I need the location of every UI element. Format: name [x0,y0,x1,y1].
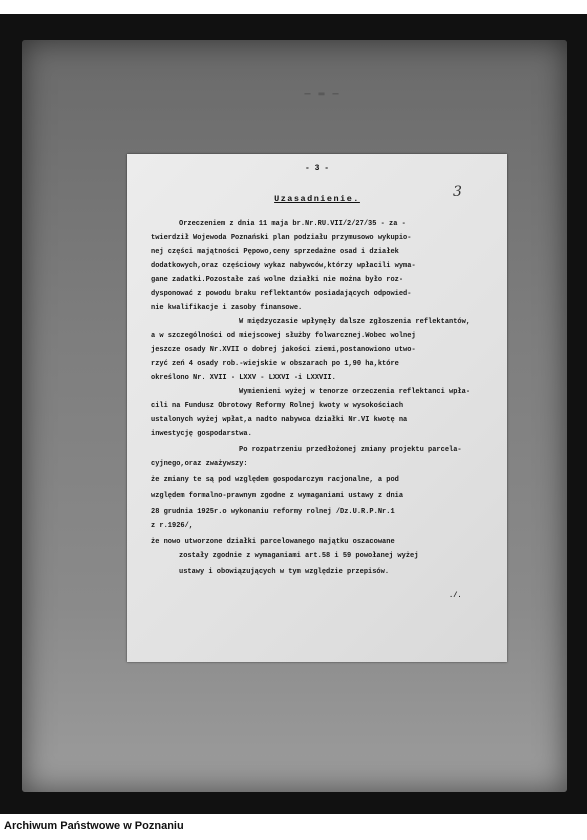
body-line: że nowo utworzone działki parcelowanego majątku oszacowane [151,538,395,546]
body-line: Po rozpatrzeniu przedłożonej zmiany projektu parcela- [239,446,462,454]
body-line: a w szczególności od miejscowej służby folwarcznej.Wobec wolnej [151,332,416,340]
body-line: że zmiany te są pod względem gospodarczym racjonalne, a pod [151,476,399,484]
body-line: z r.1926/, [151,522,194,530]
document-sheet [127,154,507,662]
body-line: dysponować z powodu braku reflektantów posiadających odpowied- [151,290,412,298]
backing-mark: ─ ═ ─ [304,90,340,101]
body-line: ustalonych wyżej wpłat,a nadto nabywca działki Nr.VI kwotę na [151,416,408,424]
body-line: Wymienieni wyżej w tenorze orzeczenia reflektanci wpła- [239,388,471,396]
body-line: 28 grudnia 1925r.o wykonaniu reformy rolnej /Dz.U.R.P.Nr.1 [151,508,395,516]
body-line: dodatkowych,oraz częściowy wykaz nabywców,którzy wpłacili wyma- [151,262,416,270]
document-heading: Uzasadnienie. [274,194,360,204]
body-line: cili na Fundusz Obrotowy Reformy Rolnej kwoty w wysokościach [151,402,404,410]
body-line: cyjnego,oraz zważywszy: [151,460,248,468]
footer-bar [0,814,587,840]
page-number: - 3 - [304,164,329,173]
body-line: twierdził Wojewoda Poznański plan podziału przymusowo wykupio- [151,234,412,242]
body-line: gane zadatki.Pozostałe zaś wolne działki nie można było roz- [151,276,404,284]
body-line: względem formalno-prawnym zgodne z wymaganiami ustawy z dnia [151,492,404,500]
body-line: nej części majątności Pępowo,ceny sprzedażne osad i działek [151,248,399,256]
body-line: inwestycję gospodarstwa. [151,430,252,438]
body-line: ./. [449,592,462,600]
body-line: jeszcze osady Nr.XVII o dobrej jakości ziemi,postanowiono utwo- [151,346,416,354]
body-line: nie kwalifikacje i zasoby finansowe. [151,304,303,312]
handwritten-mark: 3 [453,184,462,200]
body-line: ustawy i obowiązujących w tym względzie przepisów. [179,568,390,576]
top-strip [0,0,587,14]
body-line: zostały zgodnie z wymaganiami art.58 i 59 powołanej wyżej [179,552,419,560]
body-line: Orzeczeniem z dnia 11 maja br.Nr.RU.VII/2/27/35 - za - [179,220,406,228]
body-line: określono Nr. XVII - LXXV - LXXVI -i LXXVII. [151,374,336,382]
archive-credit: Archiwum Państwowe w Poznaniu [4,820,184,832]
body-line: rzyć zeń 4 osady rob.-wiejskie w obszarach po 1,90 ha,które [151,360,399,368]
scan-frame [0,14,587,814]
body-line: W międzyczasie wpłynęły dalsze zgłoszenia reflektantów, [239,318,471,326]
